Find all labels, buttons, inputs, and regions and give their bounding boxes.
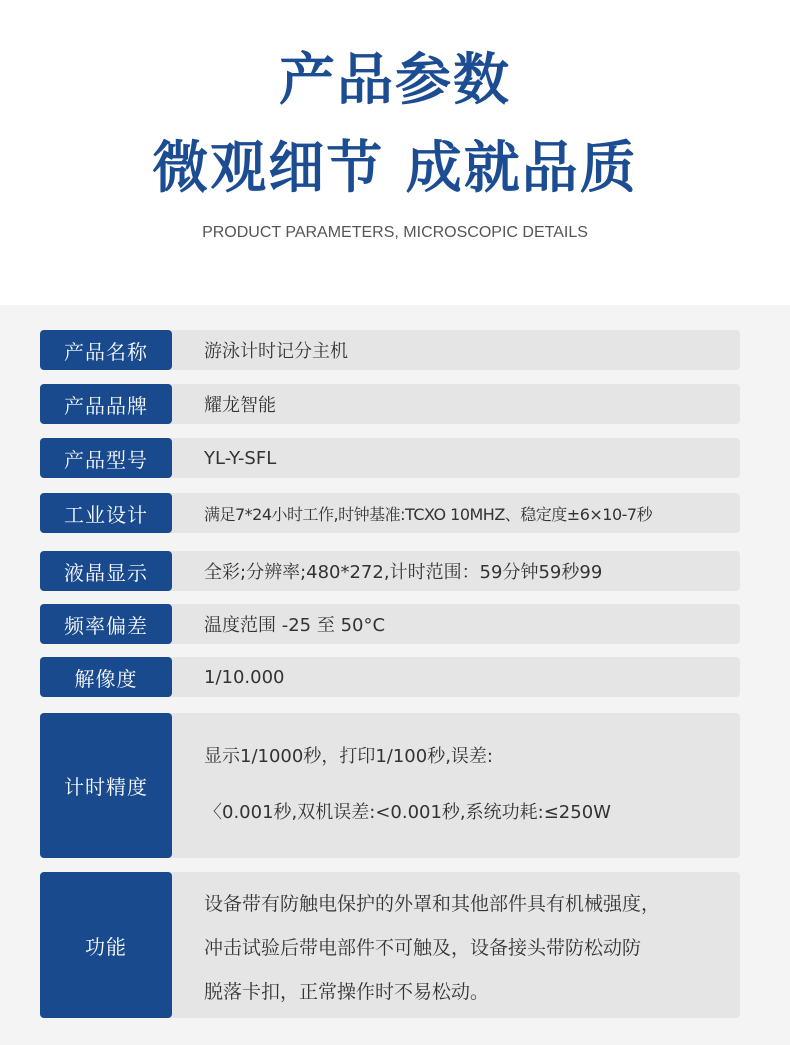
spec-label: 功能 (40, 872, 172, 1018)
spec-value (204, 729, 730, 858)
spec-row-brand (40, 384, 740, 424)
spec-row-frequency-deviation (40, 604, 740, 644)
spec-row-model (40, 438, 740, 478)
spec-label: 产品型号 (40, 438, 172, 478)
spec-value: 耀龙智能 (204, 395, 276, 416)
spec-value-line: 冲击试验后带电部件不可触及，设备接头带防松动防 (204, 937, 642, 959)
page-subtitle: PRODUCT PARAMETERS, MICROSCOPIC DETAILS (202, 224, 588, 241)
spec-label: 解像度 (40, 657, 172, 697)
spec-label: 产品名称 (40, 330, 172, 370)
spec-row-timing-precision (40, 713, 740, 858)
spec-row-resolution (40, 657, 740, 697)
spec-row-lcd-display (40, 551, 740, 591)
spec-row-product-name (40, 330, 740, 370)
spec-value-line: 设备带有防触电保护的外罩和其他部件具有机械强度， (204, 893, 661, 915)
spec-value: 满足7*24小时工作,时钟基准:TCXO 10MHZ、稳定度±6×10-7秒 (204, 504, 653, 524)
spec-value: 温度范围 -25 至 50°C (204, 615, 386, 636)
spec-row-industrial-design (40, 493, 740, 533)
spec-value-line: 显示1/1000秒，打印1/100秒,误差: (204, 746, 493, 767)
page-title: 产品参数 (279, 48, 511, 113)
spec-value-line: 脱落卡扣，正常操作时不易松动。 (204, 981, 490, 1003)
spec-value: YL-Y-SFL (204, 447, 277, 469)
page-slogan: 微观细节 成就品质 (152, 136, 638, 201)
spec-label: 频率偏差 (40, 604, 172, 644)
spec-value-line: 〈0.001秒,双机误差:<0.001秒,系统功耗:≤250W (204, 802, 611, 823)
spec-row-function (40, 872, 740, 1018)
spec-value: 全彩;分辨率;480*272,计时范围：59分钟59秒99 (204, 562, 603, 583)
spec-value: 游泳计时记分主机 (204, 341, 348, 362)
spec-value (204, 882, 730, 1018)
spec-value: 1/10.000 (204, 666, 285, 688)
header-section (0, 0, 790, 305)
spec-label: 计时精度 (40, 713, 172, 858)
spec-label: 产品品牌 (40, 384, 172, 424)
spec-label: 液晶显示 (40, 551, 172, 591)
spec-label: 工业设计 (40, 493, 172, 533)
